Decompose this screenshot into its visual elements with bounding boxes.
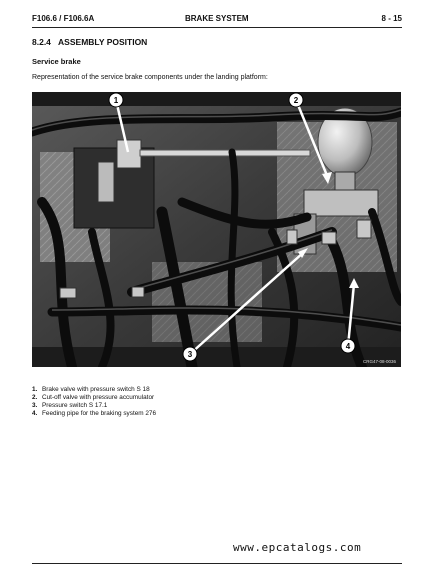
section-number: 8.2.4: [32, 37, 51, 47]
legend-text: Cut-off valve with pressure accumulator: [42, 394, 155, 401]
legend-number: 2.: [32, 394, 38, 401]
legend-text: Brake valve with pressure switch S 18: [42, 386, 150, 393]
brake-components-photo: [32, 92, 401, 367]
legend-item: [32, 410, 156, 418]
section-name: BRAKE SYSTEM: [185, 14, 249, 23]
page-header: [32, 14, 402, 26]
legend-number: 3.: [32, 402, 38, 409]
footer-rule: [32, 563, 402, 564]
callout-3: 3: [187, 350, 193, 359]
legend-item: [32, 394, 156, 402]
figure-caption: Representation of the service brake components under the landing platform:: [32, 74, 268, 81]
legend-text: Feeding pipe for the braking system 276: [42, 410, 157, 417]
legend-number: 1.: [32, 386, 38, 393]
figure-legend: [32, 386, 156, 418]
figure-ref-code: CRG47-08-0036: [362, 359, 396, 364]
watermark-url: www.epcatalogs.com: [233, 541, 362, 554]
section-title: ASSEMBLY POSITION: [58, 37, 148, 47]
legend-item: [32, 402, 156, 410]
legend-item: [32, 386, 156, 394]
subheading: Service brake: [32, 57, 81, 66]
model-name: F106.6 / F106.6A: [32, 14, 95, 23]
callout-4: 4: [345, 342, 351, 351]
header-rule: [32, 27, 402, 28]
legend-text: Pressure switch S 17.1: [42, 402, 108, 409]
page-number: 8 - 15: [381, 14, 402, 23]
legend-number: 4.: [32, 410, 38, 417]
section-heading: [32, 37, 147, 47]
callout-1: 1: [113, 96, 119, 105]
callout-2: 2: [293, 96, 299, 105]
